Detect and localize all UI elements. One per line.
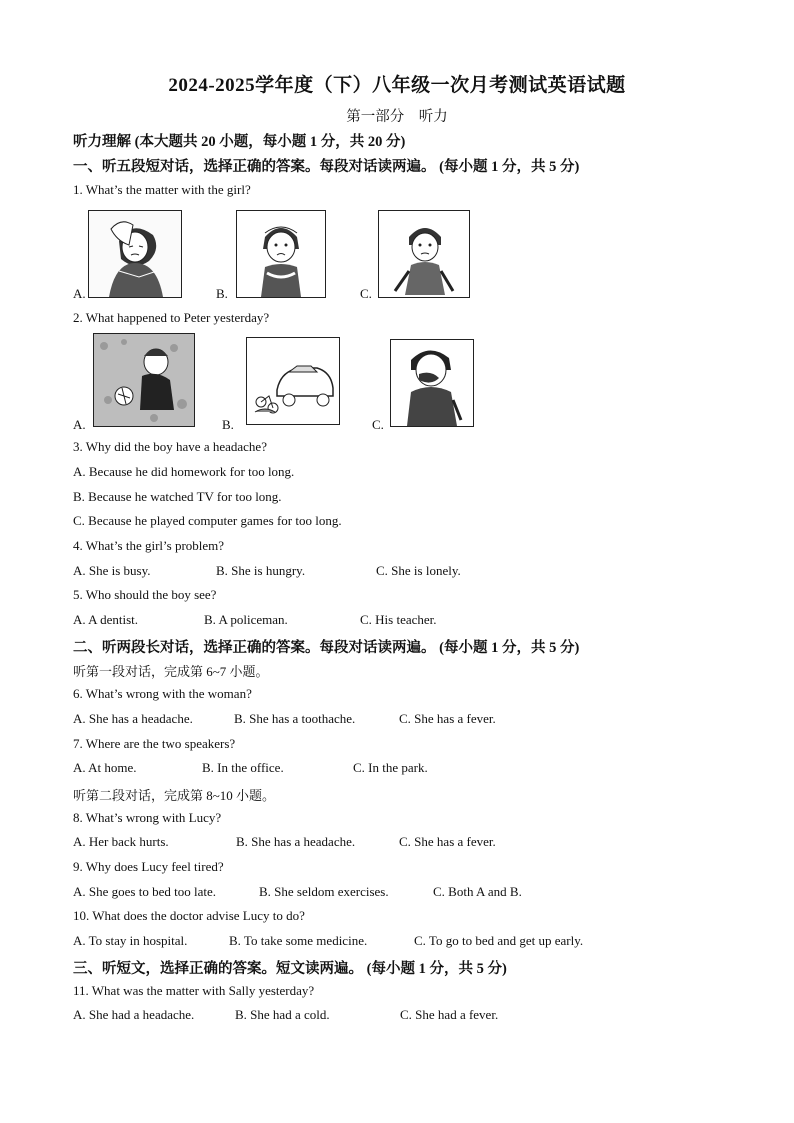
part-heading: 第一部分 听力	[346, 109, 448, 125]
q6-option-c[interactable]: C. She has a fever.	[399, 711, 496, 726]
q4-option-c[interactable]: C. She is lonely.	[376, 563, 461, 578]
section3-heading: 三、听短文，选择正确的答案。短文读两遍。 (每小题 1 分，共 5 分)	[73, 961, 507, 977]
q9-option-b[interactable]: B. She seldom exercises.	[259, 884, 389, 899]
q1-picture-a-headache-girl[interactable]	[88, 210, 182, 298]
q5-option-b[interactable]: B. A policeman.	[204, 612, 288, 627]
q1-picture-b-stomachache-girl[interactable]	[236, 210, 326, 298]
question-9: 9. Why does Lucy feel tired?	[73, 859, 224, 874]
section2-intro-2: 听第二段对话，完成第 8~10 小题。	[73, 788, 276, 803]
q2-label-c: C.	[372, 417, 384, 432]
girl-holding-head-illustration	[89, 211, 181, 297]
question-4: 4. What’s the girl’s problem?	[73, 538, 225, 553]
question-7: 7. Where are the two speakers?	[73, 736, 236, 751]
section2-heading: 二、听两段长对话，选择正确的答案。每段对话读两遍。 (每小题 1 分，共 5 分)	[73, 640, 580, 656]
girl-holding-throat-illustration	[379, 211, 469, 297]
q7-option-b[interactable]: B. In the office.	[202, 760, 284, 775]
q4-option-b[interactable]: B. She is hungry.	[216, 563, 306, 578]
q3-option-a[interactable]: A. Because he did homework for too long.	[73, 464, 295, 479]
q10-option-c[interactable]: C. To go to bed and get up early.	[414, 933, 584, 948]
q9-option-a[interactable]: A. She goes to bed too late.	[73, 884, 216, 899]
q6-option-b[interactable]: B. She has a toothache.	[234, 711, 356, 726]
q9-option-c[interactable]: C. Both A and B.	[433, 884, 522, 899]
boy-on-ground-with-ball-illustration	[94, 334, 194, 426]
girl-holding-stomach-illustration	[237, 211, 325, 297]
q8-option-a[interactable]: A. Her back hurts.	[73, 834, 169, 849]
q7-option-a[interactable]: A. At home.	[73, 760, 137, 775]
q1-label-a: A.	[73, 286, 86, 301]
q5-option-a[interactable]: A. A dentist.	[73, 612, 139, 627]
boy-coughing-illustration	[391, 340, 473, 426]
q5-option-c[interactable]: C. His teacher.	[360, 612, 437, 627]
question-6: 6. What’s wrong with the woman?	[73, 686, 252, 701]
q2-picture-b-car-accident[interactable]	[246, 337, 340, 425]
q8-option-c[interactable]: C. She has a fever.	[399, 834, 496, 849]
q11-option-c[interactable]: C. She had a fever.	[400, 1007, 499, 1022]
q6-option-a[interactable]: A. She has a headache.	[73, 711, 193, 726]
q3-option-b[interactable]: B. Because he watched TV for too long.	[73, 489, 282, 504]
question-11: 11. What was the matter with Sally yesterday?	[73, 983, 315, 998]
q4-option-a[interactable]: A. She is busy.	[73, 563, 151, 578]
q8-option-b[interactable]: B. She has a headache.	[236, 834, 356, 849]
q2-picture-c-boy-coughing[interactable]	[390, 339, 474, 427]
q7-option-c[interactable]: C. In the park.	[353, 760, 428, 775]
question-3: 3. Why did the boy have a headache?	[73, 439, 267, 454]
q11-option-a[interactable]: A. She had a headache.	[73, 1007, 195, 1022]
question-8: 8. What’s wrong with Lucy?	[73, 810, 222, 825]
q2-label-b: B.	[222, 417, 234, 432]
q10-option-a[interactable]: A. To stay in hospital.	[73, 933, 188, 948]
q1-label-c: C.	[360, 286, 372, 301]
q11-option-b[interactable]: B. She had a cold.	[235, 1007, 330, 1022]
page-title: 2024-2025学年度（下）八年级一次月考测试英语试题	[168, 75, 626, 96]
q10-option-b[interactable]: B. To take some medicine.	[229, 933, 368, 948]
q2-picture-a-boy-fell-playing[interactable]	[93, 333, 195, 427]
question-5: 5. Who should the boy see?	[73, 587, 217, 602]
question-1: 1. What’s the matter with the girl?	[73, 182, 251, 197]
q2-label-a: A.	[73, 417, 86, 432]
section1-heading: 一、听五段短对话，选择正确的答案。每段对话读两遍。 (每小题 1 分，共 5 分)	[73, 159, 580, 175]
car-hit-bicycle-illustration	[247, 338, 339, 424]
q3-option-c[interactable]: C. Because he played computer games for too long.	[73, 513, 342, 528]
q1-picture-c-sore-throat-girl[interactable]	[378, 210, 470, 298]
q1-label-b: B.	[216, 286, 228, 301]
listening-header: 听力理解 (本大题共 20 小题，每小题 1 分，共 20 分)	[73, 134, 406, 150]
question-2: 2. What happened to Peter yesterday?	[73, 310, 270, 325]
question-10: 10. What does the doctor advise Lucy to do?	[73, 908, 305, 923]
section2-intro-1: 听第一段对话，完成第 6~7 小题。	[73, 664, 269, 679]
